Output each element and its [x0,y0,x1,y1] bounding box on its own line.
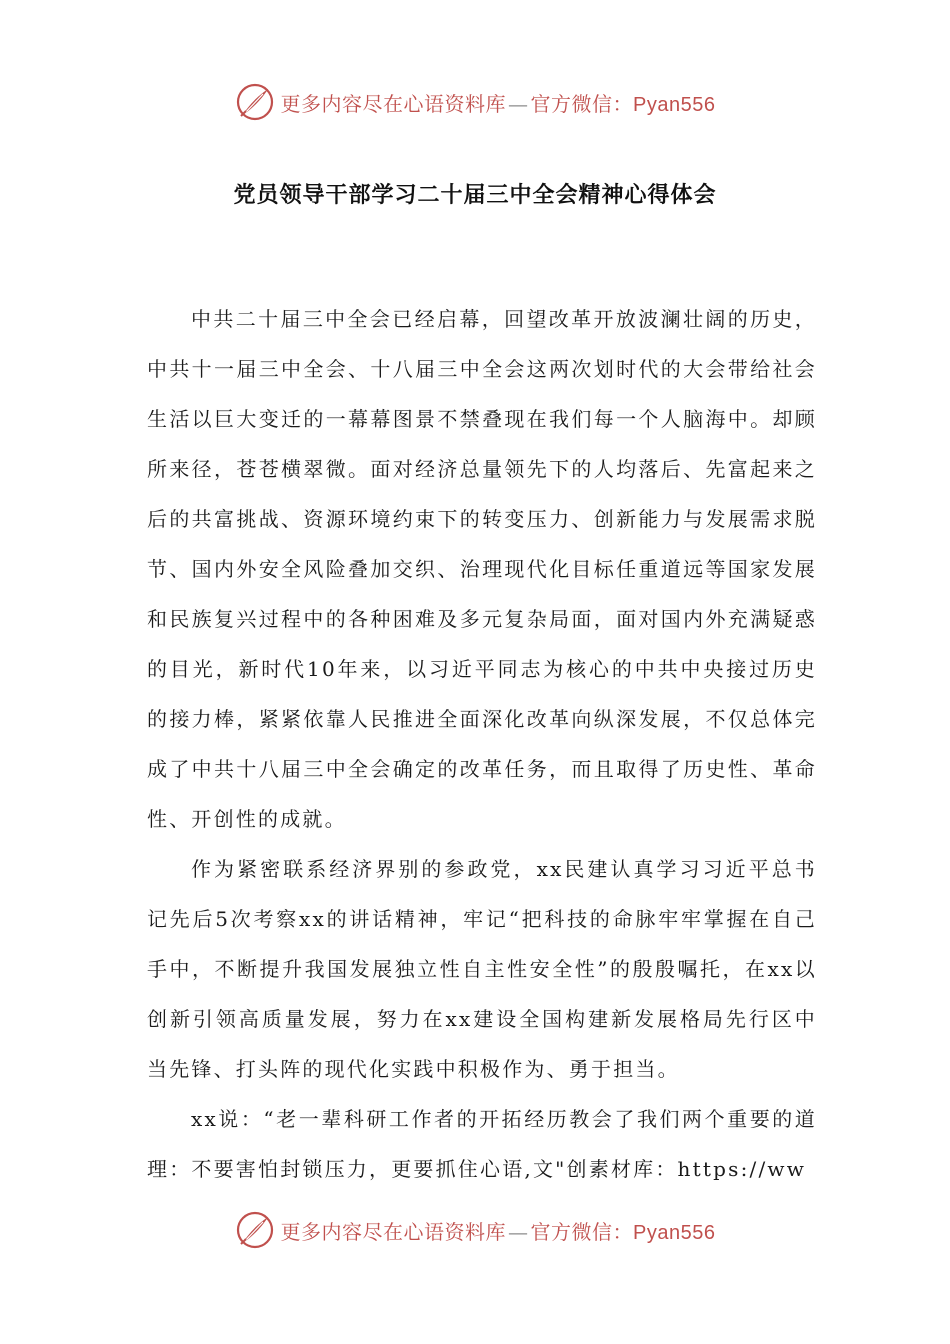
document-body [147,294,817,1194]
watermark-separator: — [508,91,529,116]
document-title: 党员领导干部学习二十届三中全会精神心得体会 [233,183,717,208]
quill-logo-icon [235,82,275,122]
watermark-footer [0,1208,950,1252]
watermark-separator: — [508,1219,529,1244]
quill-logo-icon [235,1210,275,1250]
watermark-wechat-label: 官方微信： [530,91,634,116]
watermark-text [281,88,716,117]
watermark-slogan: 更多内容尽在心语资料库 [280,1219,507,1244]
watermark-wechat-id: Pyan556 [633,1221,716,1244]
watermark-slogan: 更多内容尽在心语资料库 [280,91,507,116]
watermark-header [0,80,950,124]
watermark-text [281,1216,716,1245]
paragraph: 中共二十届三中全会已经启幕，回望改革开放波澜壮阔的历史，中共十一届三中全会、十八届三中全会这两次划时代的大会带给社会生活以巨大变迁的一幕幕图景不禁叠现在我们每一个人脑海中。却顾所来径，苍苍横翠微。面对经济总量领先下的人均落后、先富起来之后的共富挑战、资源环境约束下的转变压力、创新能力与发展需求脱节、国内外安全风险叠加交织、治理现代化目标任重道远等国家发展和民族复兴过程中的各种困难及多元复杂局面，面对国内外充满疑惑的目光，新时代10年来，以习近平同志为核心的中共中央接过历史的接力棒，紧紧依靠人民推进全面深化改革向纵深发展，不仅总体完成了中共十八届三中全会确定的改革任务，而且取得了历史性、革命性、开创性的成就。 [147,307,817,831]
paragraph: xx说：“老一辈科研工作者的开拓经历教会了我们两个重要的道理：不要害怕封锁压力，更要抓住心语,文"创素材库：https://ww [147,1107,817,1181]
watermark-wechat-id: Pyan556 [633,93,716,116]
paragraph: 作为紧密联系经济界别的参政党，xx民建认真学习习近平总书记先后5次考察xx的讲话精神，牢记“把科技的命脉牢牢掌握在自己手中，不断提升我国发展独立性自主性安全性”的殷殷嘱托，在xx以创新引领高质量发展，努力在xx建设全国构建新发展格局先行区中当先锋、打头阵的现代化实践中积极作为、勇于担当。 [147,857,817,1081]
watermark-wechat-label: 官方微信： [530,1219,634,1244]
